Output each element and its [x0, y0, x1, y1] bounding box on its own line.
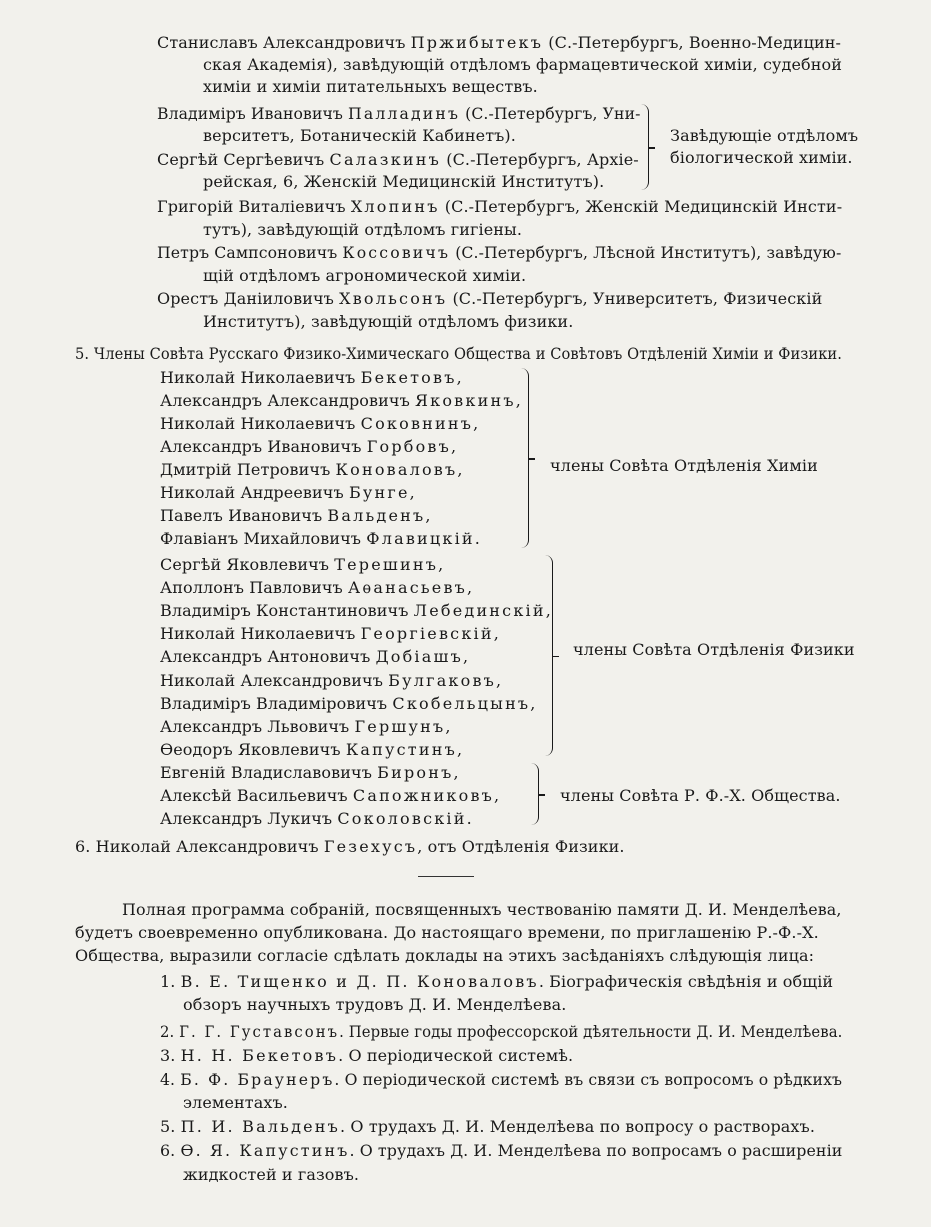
intro-paragraph-text: будетъ своевременно опубликована. До настоящаго времени, по приглашенію Р.-Ф.-Х. — [75, 923, 819, 942]
entry-text: (С.-Петербургъ, Уни- — [460, 104, 641, 123]
member-given-name: Владиміръ Владиміровичъ — [160, 693, 393, 713]
entry-text: (С.-Петербургъ, Архіе- — [441, 150, 639, 169]
chemistry-member — [160, 529, 482, 549]
entry-text: Институтъ), завѣдующій отдѣломъ физики. — [203, 312, 574, 331]
section6-surname: Гезехусъ — [323, 837, 418, 856]
talk-number: 5. — [160, 1117, 181, 1136]
member-surname: Горбовъ, — [366, 437, 459, 456]
member-given-name: Николай Андреевичъ — [160, 483, 349, 502]
entry-text: ская Академія), завѣдующій отдѣломъ фармацевтической химіи, судебной — [203, 55, 842, 74]
talk-title: . О періодической системѣ въ связи съ вопросомъ о рѣдкихъ — [334, 1070, 843, 1089]
talk-number: 2. — [160, 1022, 180, 1041]
member-given-name: Владиміръ Константиновичъ — [160, 601, 414, 621]
physics-member — [160, 671, 503, 691]
member-surname: Лебединскій, — [413, 601, 554, 621]
member-given-name: Александръ Антоновичъ — [160, 647, 376, 667]
section4-entry-line — [157, 150, 639, 170]
member-surname: Аѳанасьевъ, — [348, 578, 475, 598]
physics-member — [160, 601, 553, 621]
talk-continuation-line — [183, 995, 566, 1015]
entry-given-name: Григорій Виталіевичъ — [157, 197, 351, 216]
physics-member — [160, 694, 538, 714]
entry-text: щій отдѣломъ агрономической химіи. — [203, 266, 527, 285]
intro-paragraph-text: Полная программа собраній, посвященныхъ чествованію памяти Д. И. Менделѣева, — [122, 900, 842, 919]
member-given-name: Аполлонъ Павловичъ — [160, 578, 349, 598]
intro-paragraph-line — [75, 946, 814, 966]
member-surname: Сапожниковъ, — [352, 786, 502, 805]
entry-text: химіи и химіи питательныхъ веществъ. — [203, 77, 538, 96]
member-surname: Булгаковъ, — [388, 670, 504, 690]
member-given-name: Ѳеодоръ Яковлевичъ — [160, 739, 346, 759]
member-given-name: Александръ Лукичъ — [160, 809, 338, 828]
talk-continuation-line — [183, 1093, 288, 1113]
member-surname: Георгіевскій, — [360, 624, 501, 644]
physics-label-line — [573, 640, 855, 660]
talk-number: 1. — [160, 972, 181, 991]
entry-surname: Хвольсонъ — [339, 289, 448, 308]
section6-text: , отъ Отдѣленія Физики. — [417, 837, 625, 856]
member-surname: Бунге, — [348, 483, 417, 502]
talk-title: элементахъ. — [183, 1093, 288, 1112]
member-given-name: Евгеній Владиславовичъ — [160, 763, 378, 782]
talk-title: . Первые годы профессорской дѣятельности Д. И. Менделѣева. — [339, 1022, 843, 1041]
entry-surname: Пржибытекъ — [410, 33, 544, 52]
physics-member — [160, 624, 501, 644]
chemistry-member — [160, 506, 433, 526]
chemistry-brace — [518, 368, 529, 548]
talk-speaker: Г. Г. Густавсонъ — [179, 1022, 340, 1041]
talk-speaker: П. И. Вальденъ — [180, 1117, 341, 1136]
member-surname: Коноваловъ, — [335, 460, 465, 479]
chemistry-label-line — [550, 456, 818, 476]
rfx-brace — [528, 763, 539, 825]
physics-member — [160, 578, 474, 598]
talk-line — [160, 1070, 842, 1090]
entry-given-name: Орестъ Даніиловичъ — [157, 289, 340, 308]
section4-entry-line — [203, 172, 604, 192]
member-given-name: Александръ Львовичъ — [160, 716, 355, 736]
talk-number: 6. — [160, 1141, 181, 1160]
entry-given-name: Владиміръ Ивановичъ — [157, 104, 349, 123]
section4-entry-line — [157, 197, 842, 217]
chemistry-member — [160, 437, 458, 457]
section4-entry-line — [203, 126, 516, 146]
talk-title: . О періодической системѣ. — [338, 1046, 574, 1065]
member-surname: Флавицкій. — [366, 529, 483, 548]
physics-member — [160, 717, 453, 737]
talk-speaker: В. Е. Тищенко и Д. П. Коноваловъ — [180, 972, 539, 991]
intro-paragraph-text: Общества, выразили согласіе сдѣлать доклады на этихъ засѣданіяхъ слѣдующія лица: — [75, 946, 815, 965]
rfx-member — [160, 809, 474, 829]
section5-title-line — [75, 344, 842, 364]
talk-line — [160, 1046, 573, 1066]
member-surname: Капустинъ, — [345, 739, 465, 759]
chemistry-council-label: члены Совѣта Отдѣленія Химіи — [550, 456, 818, 475]
member-given-name: Сергѣй Яковлевичъ — [160, 555, 335, 574]
entry-given-name: Сергѣй Сергѣевичъ — [157, 150, 330, 169]
chemistry-member — [160, 460, 465, 480]
entry-given-name: Станиславъ Александровичъ — [157, 33, 411, 52]
member-given-name: Флавіанъ Михайловичъ — [160, 529, 367, 548]
section4-entry-line — [157, 104, 640, 124]
talk-title: обзоръ научныхъ трудовъ Д. И. Менделѣева. — [183, 995, 567, 1014]
rfx-council-label: члены Совѣта Р. Ф.-Х. Общества. — [560, 786, 841, 805]
member-given-name: Алексѣй Васильевичъ — [160, 786, 353, 805]
physics-brace — [542, 555, 553, 756]
talk-title: . О трудахъ Д. И. Менделѣева по вопросамъ о расширеніи — [349, 1141, 843, 1160]
section4-entry-line — [203, 312, 573, 332]
section4-entry-line — [203, 220, 522, 240]
entry-text: (С.-Петербургъ, Лѣсной Институтъ), завѣдую- — [450, 243, 842, 262]
section4-entry-line — [203, 55, 842, 75]
talk-line — [160, 972, 833, 992]
talk-number: 3. — [160, 1046, 181, 1065]
entry-text: (С.-Петербургъ, Военно-Медицин- — [543, 33, 841, 52]
biology-brace-label: Завѣдующіе отдѣломъ — [670, 126, 859, 145]
talk-speaker: Б. Ф. Браунеръ — [180, 1070, 335, 1089]
member-surname: Биронъ, — [377, 763, 461, 782]
member-surname: Добіашъ, — [375, 647, 471, 667]
member-given-name: Николай Николаевичъ — [160, 414, 361, 433]
talk-number: 4. — [160, 1070, 181, 1089]
biology-brace-label: біологической химіи. — [670, 148, 853, 167]
talk-title: . О трудахъ Д. И. Менделѣева по вопросу о растворахъ. — [340, 1117, 816, 1136]
member-surname: Вальденъ, — [327, 506, 433, 525]
section4-entry-line — [203, 266, 526, 286]
rfx-member — [160, 786, 501, 806]
chemistry-member — [160, 483, 417, 503]
entry-surname: Салазкинъ — [329, 150, 442, 169]
entry-text: рейская, 6, Женскій Медицинскій Институтъ). — [203, 172, 605, 191]
member-surname: Бекетовъ, — [360, 368, 464, 387]
section4-entry-line — [157, 33, 841, 53]
section4-entry-line — [157, 243, 841, 263]
chemistry-member — [160, 414, 480, 434]
entry-surname: Хлопинъ — [350, 197, 440, 216]
intro-paragraph-line — [75, 923, 819, 943]
section4-entry-line — [157, 289, 822, 309]
chemistry-member — [160, 391, 523, 411]
member-given-name: Николай Николаевичъ — [160, 368, 361, 387]
member-surname: Скобельцынъ, — [392, 693, 538, 713]
member-given-name: Дмитрій Петровичъ — [160, 460, 336, 479]
physics-member — [160, 740, 464, 760]
separator-rule — [418, 876, 474, 877]
talk-speaker: Н. Н. Бекетовъ — [180, 1046, 339, 1065]
entry-text: тутъ), завѣдующій отдѣломъ гигіены. — [203, 220, 523, 239]
member-surname: Яковкинъ, — [415, 391, 523, 410]
talk-speaker: Ѳ. Я. Капустинъ — [180, 1141, 350, 1160]
talk-line — [160, 1117, 815, 1137]
biology-label-line — [670, 148, 853, 168]
entry-surname: Коссовичъ — [342, 243, 451, 262]
member-given-name: Николай Николаевичъ — [160, 624, 361, 644]
section4-entry-line — [203, 77, 538, 97]
entry-surname: Палладинъ — [348, 104, 461, 123]
physics-council-label: члены Совѣта Отдѣленія Физики — [573, 640, 855, 659]
biology-brace — [638, 104, 649, 190]
entry-given-name: Петръ Сампсоновичъ — [157, 243, 343, 262]
member-surname: Соковнинъ, — [360, 414, 481, 433]
member-given-name: Николай Александровичъ — [160, 670, 389, 690]
physics-member — [160, 647, 470, 667]
member-surname: Соколовскій. — [337, 809, 474, 828]
rfx-label-line — [560, 786, 841, 806]
talk-line — [160, 1141, 842, 1161]
talk-line — [160, 1022, 842, 1042]
rfx-member — [160, 763, 461, 783]
entry-text: (С.-Петербургъ, Университетъ, Физическій — [447, 289, 823, 308]
physics-member — [160, 555, 445, 575]
section6-given-name: 6. Николай Александровичъ — [75, 837, 324, 856]
talk-continuation-line — [183, 1165, 359, 1185]
entry-text: (С.-Петербургъ, Женскій Медицинскій Инсти- — [439, 197, 843, 216]
member-surname: Гершунъ, — [354, 716, 453, 736]
section5-title: 5. Члены Совѣта Русскаго Физико-Химическаго Общества и Совѣтовъ Отдѣленій Химіи и Физики. — [75, 344, 843, 363]
entry-text: верситетъ, Ботаническій Кабинетъ). — [203, 126, 516, 145]
section6-line — [75, 837, 625, 857]
member-given-name: Александръ Александровичъ — [160, 391, 416, 410]
talk-title: . Біографическія свѣдѣнія и общій — [538, 972, 834, 991]
intro-paragraph-line — [122, 900, 842, 920]
talk-title: жидкостей и газовъ. — [183, 1165, 360, 1184]
member-surname: Терешинъ, — [334, 555, 446, 574]
biology-label-line — [670, 126, 858, 146]
member-given-name: Павелъ Ивановичъ — [160, 506, 328, 525]
member-given-name: Александръ Ивановичъ — [160, 437, 367, 456]
chemistry-member — [160, 368, 464, 388]
